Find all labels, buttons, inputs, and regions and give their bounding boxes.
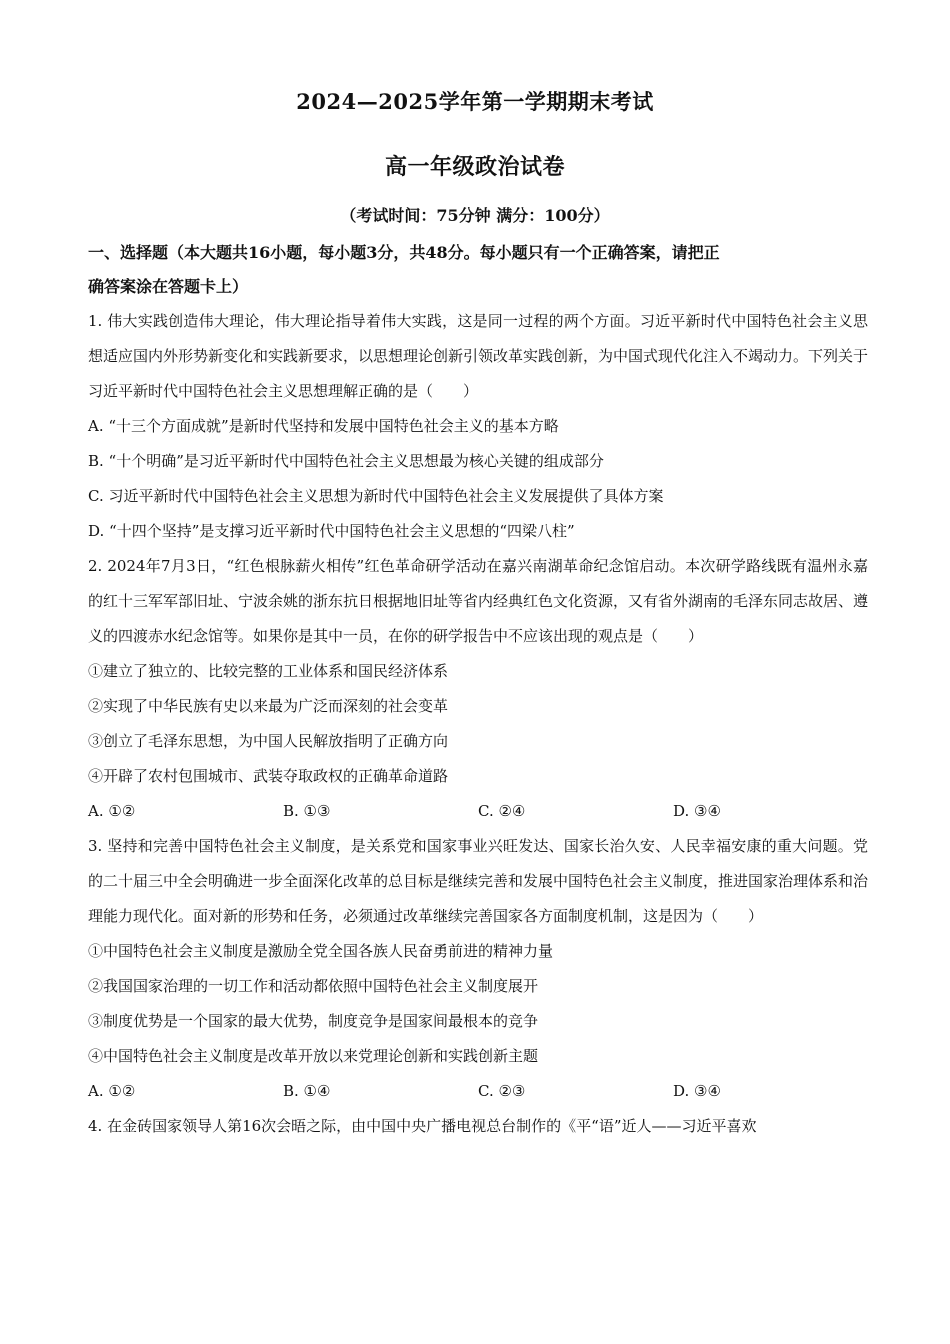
option-a: A. ①② (88, 1082, 136, 1100)
question-2 (88, 549, 868, 829)
question-stem: 2. 2024年7月3日，“红色根脉薪火相传”红色革命研学活动在嘉兴南湖革命纪念馆启动。本次研学路线既有温州永嘉的红十三军军部旧址、宁波余姚的浙东抗日根据地旧址等省内经典红色文化资源，又有省外湖南的毛泽东同志故居、遵义的四渡赤水纪念馆等。如果你是其中一员，在你的研学报告中不应该出现的观点是（ ） (88, 557, 869, 645)
statement-4: ④开辟了农村包围城市、武装夺取政权的正确革命道路 (88, 767, 449, 785)
option-c: C. 习近平新时代中国特色社会主义思想为新时代中国特色社会主义发展提供了具体方案 (88, 487, 664, 505)
option-d: D. ③④ (673, 802, 721, 820)
statement-3: ③创立了毛泽东思想，为中国人民解放指明了正确方向 (88, 732, 449, 750)
question-3 (88, 829, 868, 1109)
statement-3: ③制度优势是一个国家的最大优势，制度竞争是国家间最根本的竞争 (88, 1012, 539, 1030)
statement-1: ①建立了独立的、比较完整的工业体系和国民经济体系 (88, 662, 449, 680)
option-a: A. ①② (88, 802, 136, 820)
statement-2: ②实现了中华民族有史以来最为广泛而深刻的社会变革 (88, 697, 449, 715)
option-b: B. ①③ (283, 802, 331, 820)
option-b: B. “十个明确”是习近平新时代中国特色社会主义思想最为核心关键的组成部分 (88, 452, 604, 470)
exam-info: （考试时间：75分钟 满分：100分） (340, 206, 610, 225)
exam-content (88, 236, 868, 1144)
statement-4: ④中国特色社会主义制度是改革开放以来党理论创新和实践创新主题 (88, 1047, 539, 1065)
statement-2: ②我国国家治理的一切工作和活动都依照中国特色社会主义制度展开 (88, 977, 539, 995)
section-heading: 一、选择题（本大题共16小题，每小题3分，共48分。每小题只有一个正确答案，请把正 确答案涂在答题卡上） (88, 243, 720, 296)
option-a: A. “十三个方面成就”是新时代坚持和发展中国特色社会主义的基本方略 (88, 417, 559, 435)
answer-options (88, 1074, 868, 1109)
question-stem: 4. 在金砖国家领导人第16次会晤之际，由中国中央广播电视总台制作的《平“语”近人——习近平喜欢 (88, 1117, 757, 1135)
exam-title: 2024—2025学年第一学期期末考试 (296, 89, 654, 114)
question-1 (88, 304, 868, 549)
option-d: D. “十四个坚持”是支撑习近平新时代中国特色社会主义思想的“四梁八柱” (88, 522, 575, 540)
question-stem: 3. 坚持和完善中国特色社会主义制度，是关系党和国家事业兴旺发达、国家长治久安、人民幸福安康的重大问题。党的二十届三中全会明确进一步全面深化改革的总目标是继续完善和发展中国特色社会主义制度，推进国家治理体系和治理能力现代化。面对新的形势和任务，必须通过改革继续完善国家各方面制度机制，这是因为（ ） (88, 837, 869, 925)
paper-title: 高一年级政治试卷 (384, 154, 565, 180)
option-c: C. ②④ (478, 802, 526, 820)
question-stem: 1. 伟大实践创造伟大理论，伟大理论指导着伟大实践，这是同一过程的两个方面。习近平新时代中国特色社会主义思想适应国内外形势新变化和实践新要求，以思想理论创新引领改革实践创新，为中国式现代化注入不竭动力。下列关于习近平新时代中国特色社会主义思想理解正确的是（ ） (88, 312, 869, 400)
question-4 (88, 1109, 868, 1144)
answer-options (88, 794, 868, 829)
option-c: C. ②③ (478, 1082, 526, 1100)
option-b: B. ①④ (283, 1082, 331, 1100)
option-d: D. ③④ (673, 1082, 721, 1100)
statement-1: ①中国特色社会主义制度是激励全党全国各族人民奋勇前进的精神力量 (88, 942, 554, 960)
